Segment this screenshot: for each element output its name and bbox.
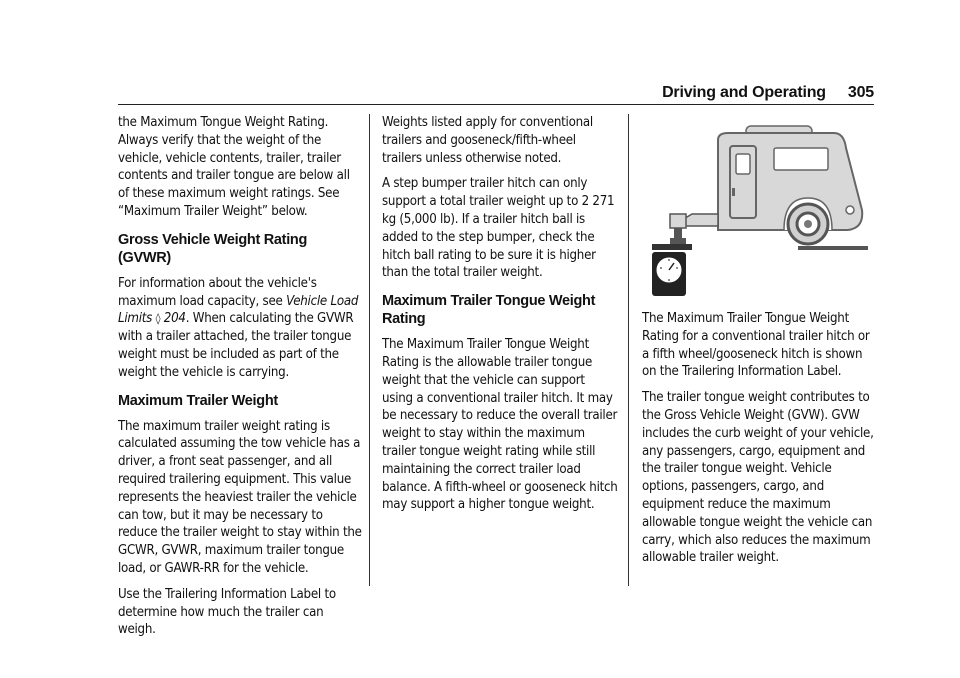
- tongue-contributes-paragraph: The trailer tongue weight contributes to the Gross Vehicle Weight (GVW). GVW includes the curb weight of your vehicle, any passengers, cargo, equipment and the trailer tongue weight. Vehicle options, passengers, cargo, and equipment reduce the maximum allowable tongue weight the vehicle can carry, which also reduces the maximum allowable trailer weight.: [642, 390, 874, 566]
- gvwr-paragraph: [118, 275, 363, 382]
- label-paragraph: Use the Trailering Information Label to determine how much the trailer can weigh.: [118, 586, 336, 638]
- page-number: 305: [847, 84, 874, 101]
- header-rule: [118, 104, 874, 105]
- column-2: [382, 114, 618, 522]
- page-ref-icon: ◊: [155, 312, 161, 326]
- gvwr-text-b: . When calculating the GVWR with a trailer attached, the trailer tongue weight must be included as part of the weight the vehicle is carrying.: [118, 311, 354, 380]
- page-header: [662, 84, 874, 102]
- column-divider-2: [628, 114, 629, 586]
- tongue-weight-rating-paragraph: The Maximum Trailer Tongue Weight Rating is the allowable trailer tongue weight that the vehicle can support using a conventional trailer hitch. It may be necessary to reduce the overall trailer weight to stay within the maximum trailer tongue weight rating while still maintaining the correct trailer load balance. A fifth-wheel or gooseneck hitch may support a higher tongue weight.: [382, 337, 618, 513]
- trailer-tongue-weight-illustration: [648, 118, 874, 300]
- column-1: [118, 114, 363, 647]
- step-bumper-paragraph: A step bumper trailer hitch can only support a total trailer weight up to 2 271 kg (5,000 lb). If a trailer hitch ball is added to the step bumper, check the hitch ball rating to be sure it is higher than the total trailer weight.: [382, 176, 615, 281]
- scale-icon: [652, 252, 686, 296]
- gvwr-text-a: For information about the vehicle's maximum load capacity, see: [118, 275, 317, 309]
- column-divider-1: [369, 114, 370, 586]
- intro-paragraph: the Maximum Tongue Weight Rating. Always verify that the weight of the vehicle, vehicle contents, trailer, trailer contents and trailer tongue are below all of these maximum weight ratings. See “Maximum Trailer Weight” below.: [118, 115, 350, 219]
- section-title: Driving and Operating: [662, 84, 826, 101]
- page-ref-number[interactable]: 204: [163, 311, 186, 327]
- hitch-icon: [652, 214, 718, 250]
- heading-gvwr: Gross Vehicle Weight Rating (GVWR): [118, 231, 308, 266]
- rating-shown-paragraph: The Maximum Trailer Tongue Weight Rating for a conventional trailer hitch or a fifth wheel/gooseneck hitch is shown on the Trailering Information Label.: [642, 311, 870, 380]
- heading-max-trailer-weight: Maximum Trailer Weight: [118, 392, 278, 409]
- column-3: [642, 310, 874, 575]
- weights-paragraph: Weights listed apply for conventional trailers and gooseneck/fifth-wheel trailers unless otherwise noted.: [382, 115, 593, 166]
- max-trailer-weight-paragraph: The maximum trailer weight rating is calculated assuming the tow vehicle has a driver, a front seat passenger, and all required trailering equipment. This value represents the heaviest trailer the vehicle can tow, but it may be necessary to reduce the trailer weight to stay within the GCWR, GVWR, maximum trailer tongue load, or GAWR-RR for the vehicle.: [118, 418, 362, 576]
- vehicle-load-limits-link[interactable]: Vehicle Load Limits: [118, 293, 359, 327]
- heading-tongue-weight-rating: Maximum Trailer Tongue Weight Rating: [382, 293, 596, 328]
- trailer-icon: [718, 126, 868, 250]
